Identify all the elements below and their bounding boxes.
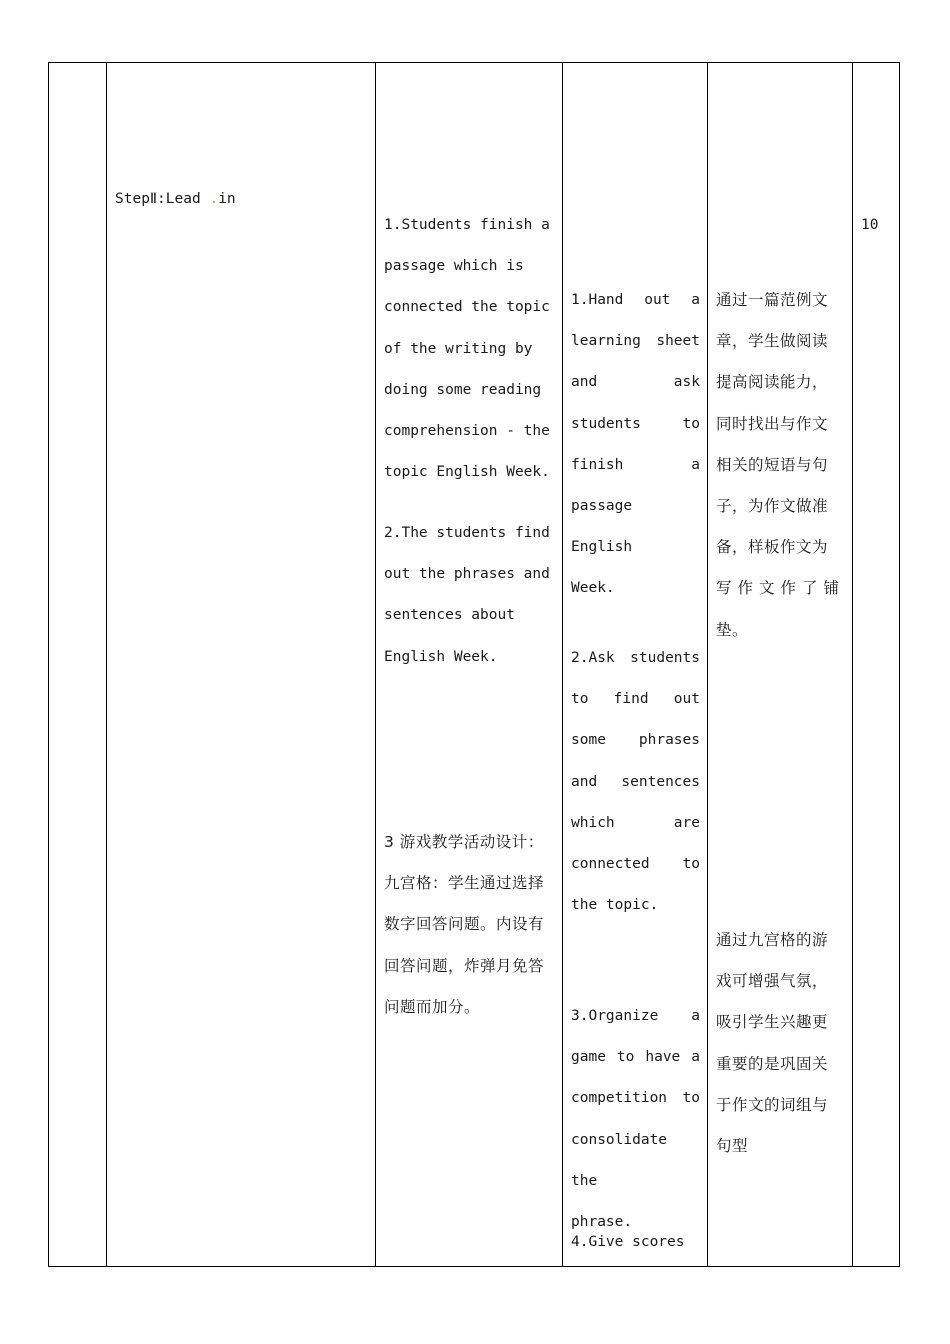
- text-line: 写作文作了铺: [716, 579, 846, 598]
- text-line: 3 游戏教学活动设计：: [384, 833, 544, 851]
- text-line: game to have a: [571, 1049, 700, 1066]
- text-line: English Week.: [384, 648, 498, 665]
- text-line: 吸引学生兴趣更: [716, 1013, 829, 1032]
- text-line: 同时找出与作文: [716, 414, 829, 433]
- text-line: 2.Ask students: [571, 650, 700, 666]
- text-line: 于作文的词组与: [716, 1095, 829, 1114]
- text-line: 回答问题，炸弹月免答: [384, 956, 545, 975]
- text-line: passage which is: [384, 258, 524, 275]
- lesson-plan-table: [48, 62, 900, 1267]
- teacher-activity-3: [571, 996, 700, 1243]
- text-line: 提高阅读能力，: [716, 373, 829, 392]
- text-line: comprehension - the: [384, 423, 550, 440]
- text-line: and sentences: [571, 773, 700, 790]
- text-line: connected the topic: [384, 299, 550, 316]
- text-line: competition to: [571, 1090, 700, 1107]
- design-intent-cell: [708, 63, 853, 1267]
- time-cell: [853, 63, 900, 1267]
- text-line: learning sheet: [571, 333, 700, 350]
- student-activity-3: [384, 822, 556, 1028]
- text-line: 章，学生做阅读: [716, 332, 829, 351]
- student-activity-1: [384, 205, 556, 493]
- text-line: the topic.: [571, 897, 659, 914]
- step-cell: [107, 63, 376, 1267]
- text-line: which are: [571, 814, 700, 831]
- text-line: students to: [571, 415, 700, 432]
- text-line: connected to: [571, 856, 700, 873]
- text-line: 重要的是巩固关: [716, 1054, 829, 1073]
- text-line: of the writing by: [384, 340, 533, 357]
- text-line: passage English: [571, 498, 633, 556]
- text-line: consolidate the: [571, 1131, 668, 1189]
- time-value: 10: [861, 217, 879, 233]
- text-line: to find out: [571, 691, 700, 708]
- text-line: Week.: [571, 580, 615, 597]
- text-line: phrase.: [571, 1214, 633, 1231]
- design-intent-2: [716, 920, 846, 1167]
- step-suffix: in: [218, 191, 236, 207]
- text-line: 问题而加分。: [384, 997, 481, 1016]
- text-line: out the phrases and: [384, 566, 550, 583]
- teacher-activity-1: [571, 280, 700, 610]
- teacher-activities-cell: [563, 63, 708, 1267]
- text-line: 相关的短语与句: [716, 455, 829, 474]
- blank-cell: [49, 63, 107, 1267]
- text-line: topic English Week.: [384, 464, 550, 481]
- text-line: 通过九宫格的游: [716, 931, 829, 949]
- text-line: 2.The students find: [384, 525, 550, 541]
- step-prefix: StepⅡ:Lead: [115, 191, 201, 207]
- text-line: 1.Hand out a: [571, 292, 700, 308]
- text-line: 子，为作文做准: [716, 497, 829, 516]
- text-line: sentences about: [384, 607, 515, 624]
- text-line: some phrases: [571, 732, 700, 749]
- text-line: 九宫格：学生通过选择: [384, 874, 545, 893]
- text-line: 戏可增强气氛，: [716, 972, 829, 991]
- student-activity-2: [384, 513, 556, 678]
- text-line: 3.Organize a: [571, 1008, 700, 1024]
- text-line: finish a: [571, 456, 700, 473]
- step-separator: .: [200, 191, 219, 207]
- text-line: 通过一篇范例文: [716, 291, 829, 309]
- table-row: [49, 63, 900, 1267]
- text-line: 1.Students finish a: [384, 217, 550, 233]
- step-label: [115, 187, 236, 211]
- text-line: 句型: [716, 1137, 749, 1156]
- text-line: 数字回答问题。内设有: [384, 915, 545, 934]
- teacher-activity-2: [571, 638, 700, 926]
- student-activities-cell: [376, 63, 563, 1267]
- text-line: doing some reading: [384, 381, 542, 398]
- design-intent-1: [716, 280, 846, 651]
- text-line: 垫。: [716, 620, 749, 639]
- text-line: 备，样板作文为: [716, 538, 829, 557]
- text-line: and ask: [571, 374, 700, 391]
- teacher-activity-4: [571, 1222, 700, 1263]
- text-line: 4.Give scores: [571, 1234, 685, 1250]
